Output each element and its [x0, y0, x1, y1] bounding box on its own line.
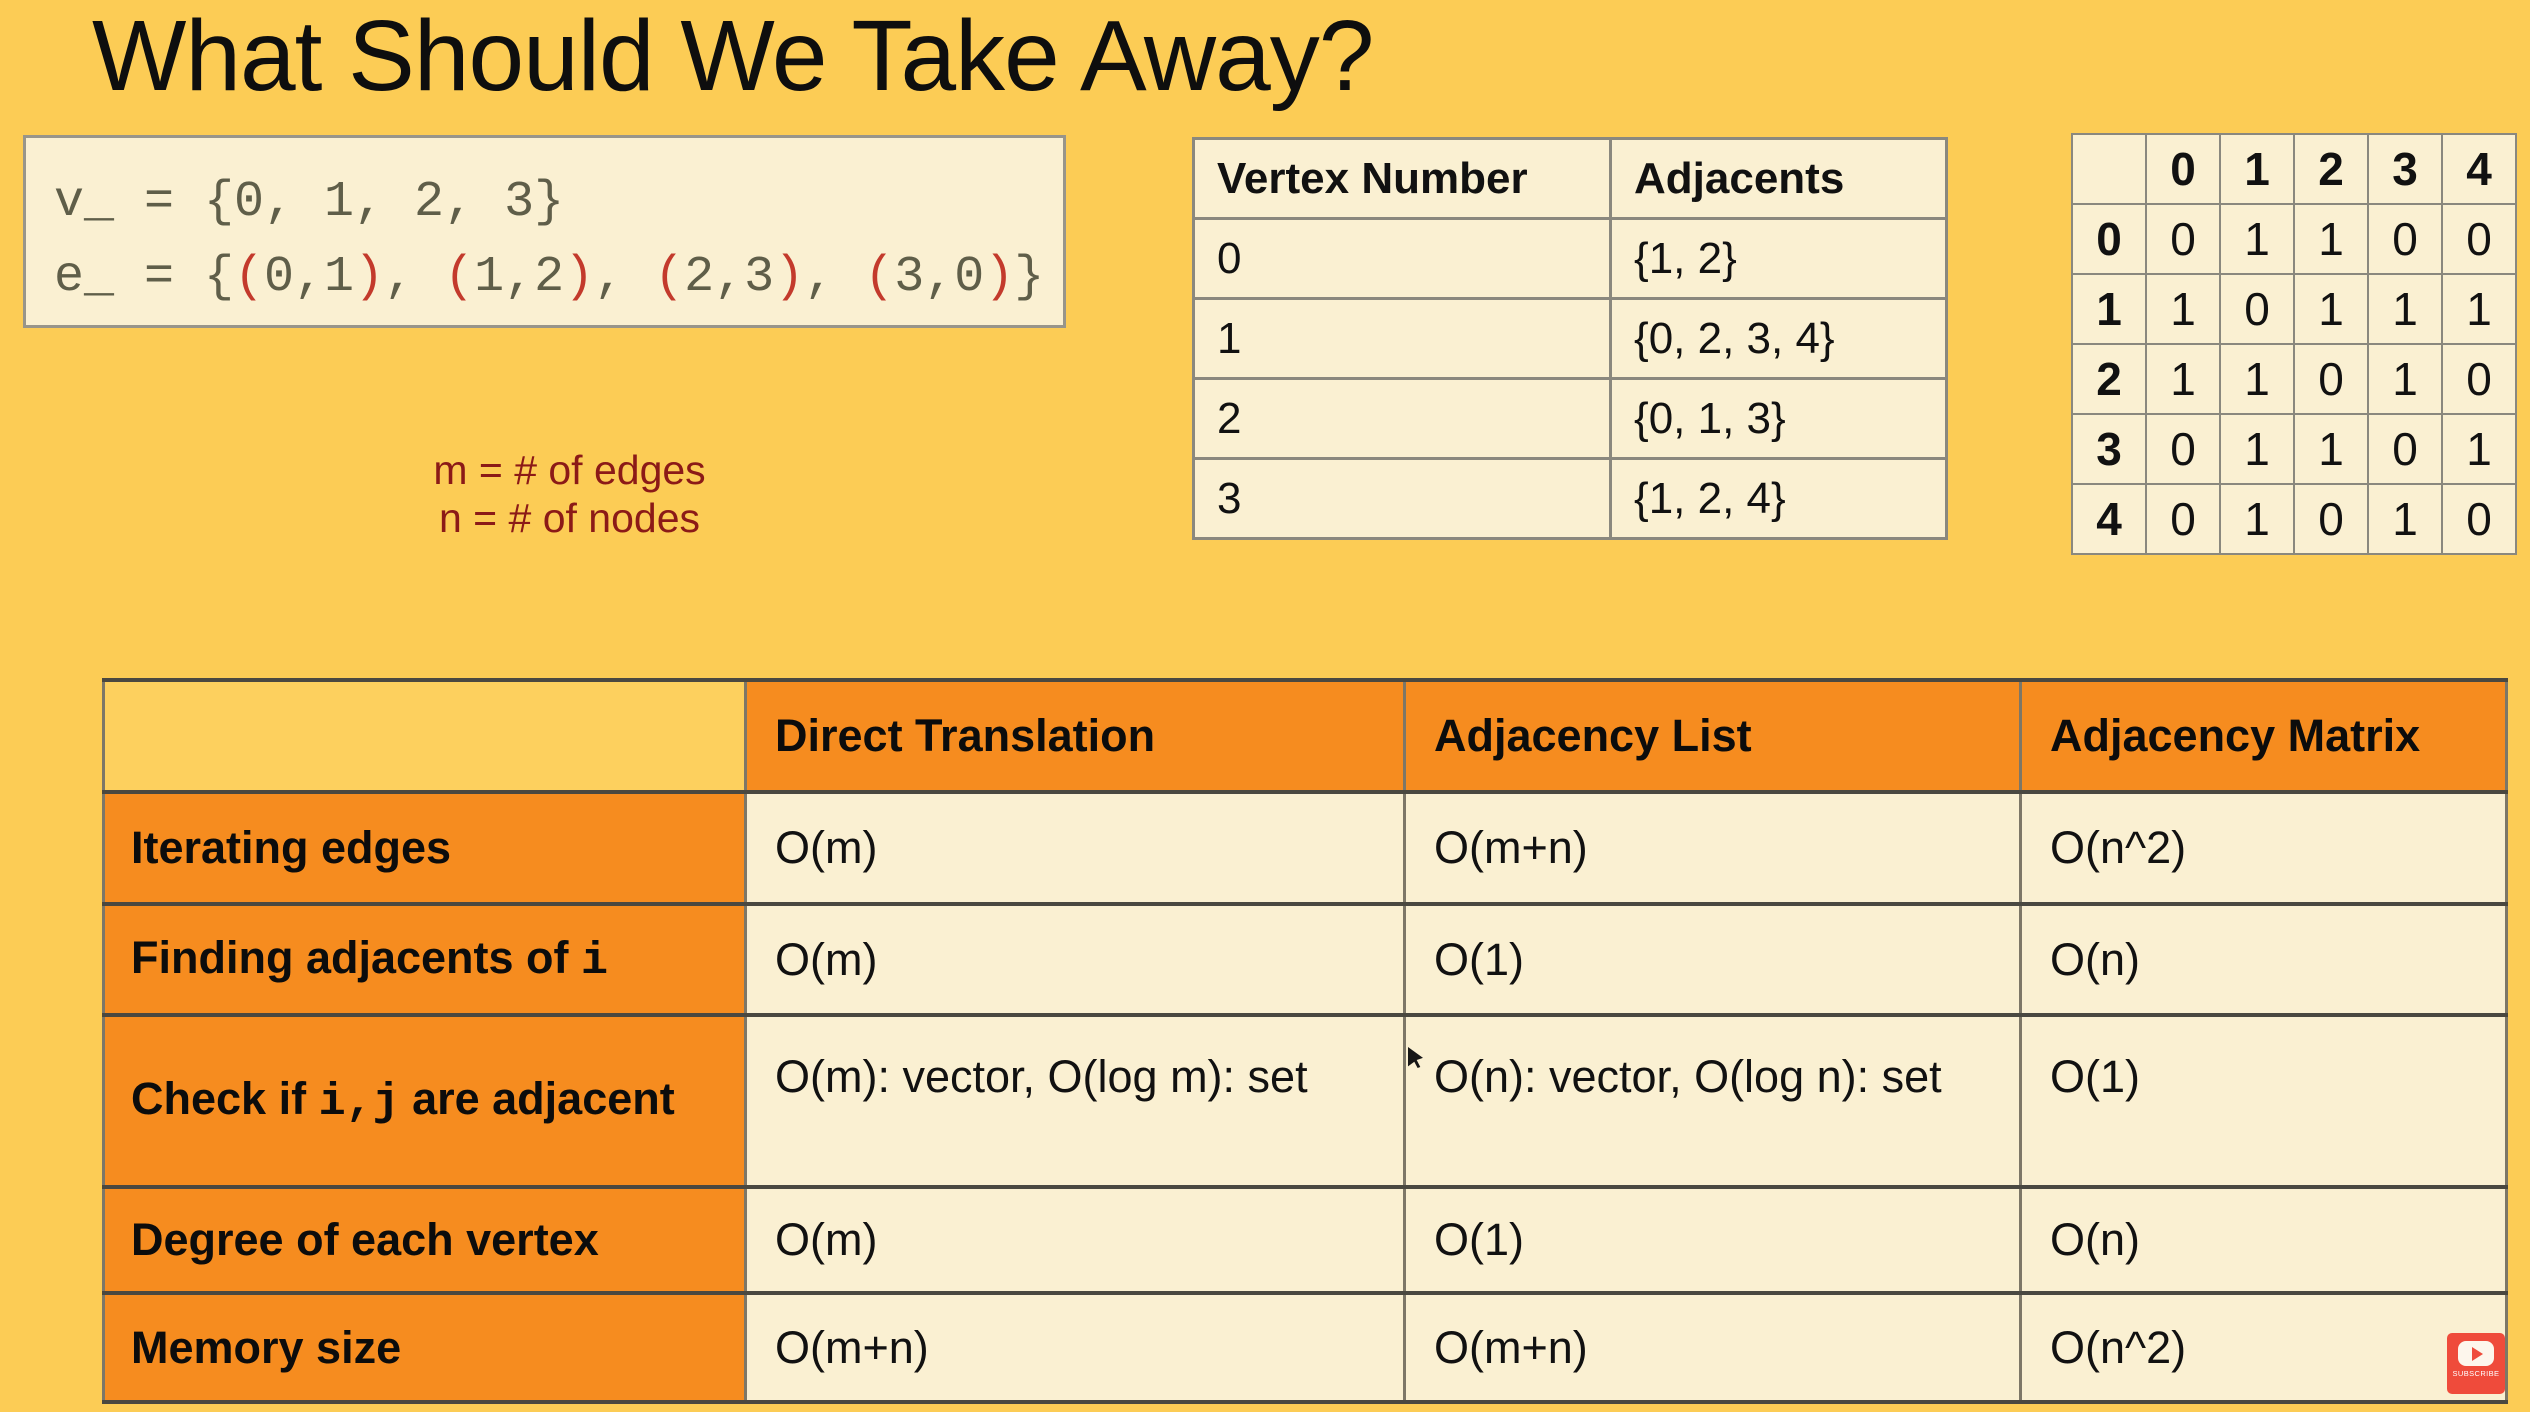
code-paren: (: [654, 249, 685, 306]
matrix-cell: 0: [2368, 414, 2442, 484]
subscribe-button[interactable]: [2447, 1333, 2505, 1394]
vertex-table-header-cell: Adjacents: [1611, 139, 1947, 219]
comparison-value-cell: O(m+n): [1405, 1293, 2021, 1402]
vertex-number-cell: 1: [1194, 299, 1611, 379]
label-text: Degree of each vertex: [131, 1214, 599, 1265]
mono-variable: i: [581, 935, 609, 987]
adjacents-cell: {0, 2, 3, 4}: [1611, 299, 1947, 379]
code-text: ,: [594, 249, 655, 306]
matrix-cell: 0: [2146, 484, 2220, 554]
matrix-cell: 1: [2442, 274, 2516, 344]
comparison-row-label: [104, 792, 746, 904]
vertex-number-cell: 2: [1194, 379, 1611, 459]
code-text: 0,1: [264, 249, 355, 306]
matrix-cell: 1: [2368, 484, 2442, 554]
code-paren: ): [774, 249, 805, 306]
matrix-row-header: 4: [2072, 484, 2146, 554]
matrix-cell: 0: [2442, 204, 2516, 274]
adjacents-cell: {1, 2}: [1611, 219, 1947, 299]
legend-edges-line: m = # of edges: [433, 447, 706, 493]
comparison-value-cell: O(n^2): [2021, 1293, 2507, 1402]
comparison-value-cell: O(1): [1405, 904, 2021, 1015]
comparison-value-cell: O(m+n): [746, 1293, 1405, 1402]
matrix-row-header: 3: [2072, 414, 2146, 484]
code-text: 2,3: [684, 249, 775, 306]
comparison-row-label: [104, 1187, 746, 1293]
matrix-row-header: 0: [2072, 204, 2146, 274]
comparison-col-header: Adjacency List: [1405, 680, 2021, 792]
matrix-cell: 0: [2146, 414, 2220, 484]
code-text: }: [1014, 249, 1045, 306]
matrix-row: [2072, 204, 2516, 274]
comparison-row: [104, 1015, 2507, 1187]
code-box: [23, 135, 1066, 328]
code-paren: ): [564, 249, 595, 306]
adjacents-cell: {1, 2, 4}: [1611, 459, 1947, 539]
code-paren: (: [234, 249, 265, 306]
matrix-col-header: 2: [2294, 134, 2368, 204]
matrix-col-header: 0: [2146, 134, 2220, 204]
play-triangle-icon: [2472, 1347, 2483, 1361]
label-text: are adjacent: [399, 1073, 675, 1124]
comparison-value-cell: O(n): [2021, 904, 2507, 1015]
label-text: Finding adjacents of: [131, 931, 582, 983]
comparison-row-label: [104, 904, 746, 1015]
label-text: Memory size: [131, 1321, 402, 1373]
matrix-row-header: 1: [2072, 274, 2146, 344]
matrix-cell: 1: [2220, 484, 2294, 554]
comparison-corner-cell: [104, 680, 746, 792]
matrix-cell: 1: [2442, 414, 2516, 484]
matrix-cell: 1: [2368, 274, 2442, 344]
matrix-cell: 1: [2294, 274, 2368, 344]
legend-nodes-line: n = # of nodes: [438, 495, 700, 541]
matrix-cell: 0: [2294, 344, 2368, 414]
matrix-cell: 0: [2368, 204, 2442, 274]
matrix-col-header: 1: [2220, 134, 2294, 204]
comparison-value-cell: O(m): vector, O(log m): set: [746, 1015, 1405, 1187]
comparison-row-label: [104, 1293, 746, 1402]
code-paren: (: [864, 249, 895, 306]
comparison-row: [104, 1187, 2507, 1293]
mono-variable: i,j: [318, 1077, 400, 1128]
matrix-cell: 1: [2220, 204, 2294, 274]
matrix-cell: 1: [2146, 274, 2220, 344]
vertex-table-header-row: [1194, 139, 1947, 219]
comparison-value-cell: O(m): [746, 1187, 1405, 1293]
matrix-col-header: 3: [2368, 134, 2442, 204]
code-text: 1,2: [474, 249, 565, 306]
matrix-cell: 0: [2294, 484, 2368, 554]
matrix-cell: 1: [2294, 414, 2368, 484]
comparison-row: [104, 1293, 2507, 1402]
comparison-value-cell: O(n): [2021, 1187, 2507, 1293]
comparison-value-cell: O(m): [746, 904, 1405, 1015]
vertex-table-header-cell: Vertex Number: [1194, 139, 1611, 219]
comparison-value-cell: O(m): [746, 792, 1405, 904]
comparison-table: [102, 678, 2508, 1404]
matrix-cell: 1: [2294, 204, 2368, 274]
code-paren: ): [354, 249, 385, 306]
matrix-cell: 0: [2442, 484, 2516, 554]
code-text: v_ = {0, 1, 2, 3}: [54, 174, 565, 231]
matrix-cell: 0: [2442, 344, 2516, 414]
vertex-number-cell: 0: [1194, 219, 1611, 299]
matrix-corner-cell: [2072, 134, 2146, 204]
adjacents-cell: {0, 1, 3}: [1611, 379, 1947, 459]
label-text: Iterating edges: [131, 822, 452, 873]
comparison-value-cell: O(n^2): [2021, 792, 2507, 904]
adjacency-matrix-table: [2071, 133, 2517, 555]
youtube-play-icon: [2458, 1341, 2494, 1366]
comparison-value-cell: O(1): [1405, 1187, 2021, 1293]
comparison-row: [104, 792, 2507, 904]
code-paren: ): [984, 249, 1015, 306]
subscribe-label: SUBSCRIBE: [2452, 1369, 2500, 1378]
code-text: ,: [804, 249, 865, 306]
comparison-header-row: [104, 680, 2507, 792]
code-text: 3,0: [894, 249, 985, 306]
vertex-adjacents-table: [1192, 137, 1948, 540]
matrix-col-header: 4: [2442, 134, 2516, 204]
comparison-col-header: Direct Translation: [746, 680, 1405, 792]
matrix-cell: 0: [2220, 274, 2294, 344]
matrix-header-row: [2072, 134, 2516, 204]
page-title: What Should We Take Away?: [92, 0, 1374, 112]
vertex-table-row: [1194, 379, 1947, 459]
matrix-cell: 1: [2220, 414, 2294, 484]
legend-annotation: [397, 446, 742, 542]
comparison-value-cell: O(n): vector, O(log n): set: [1405, 1015, 2021, 1187]
comparison-value-cell: O(m+n): [1405, 792, 2021, 904]
code-text: ,: [384, 249, 445, 306]
comparison-row: [104, 904, 2507, 1015]
code-line: [54, 165, 1063, 240]
vertex-table-row: [1194, 299, 1947, 379]
code-paren: (: [444, 249, 475, 306]
vertex-number-cell: 3: [1194, 459, 1611, 539]
matrix-row: [2072, 414, 2516, 484]
matrix-cell: 1: [2220, 344, 2294, 414]
comparison-col-header: Adjacency Matrix: [2021, 680, 2507, 792]
label-text: Check if: [131, 1073, 319, 1124]
matrix-row: [2072, 274, 2516, 344]
comparison-value-cell: O(1): [2021, 1015, 2507, 1187]
comparison-row-label: [104, 1015, 746, 1187]
matrix-row-header: 2: [2072, 344, 2146, 414]
vertex-table-row: [1194, 219, 1947, 299]
code-line: [54, 240, 1063, 315]
matrix-cell: 1: [2368, 344, 2442, 414]
matrix-cell: 1: [2146, 344, 2220, 414]
matrix-cell: 0: [2146, 204, 2220, 274]
matrix-row: [2072, 344, 2516, 414]
code-text: e_ = {: [54, 249, 235, 306]
vertex-table-row: [1194, 459, 1947, 539]
matrix-row: [2072, 484, 2516, 554]
